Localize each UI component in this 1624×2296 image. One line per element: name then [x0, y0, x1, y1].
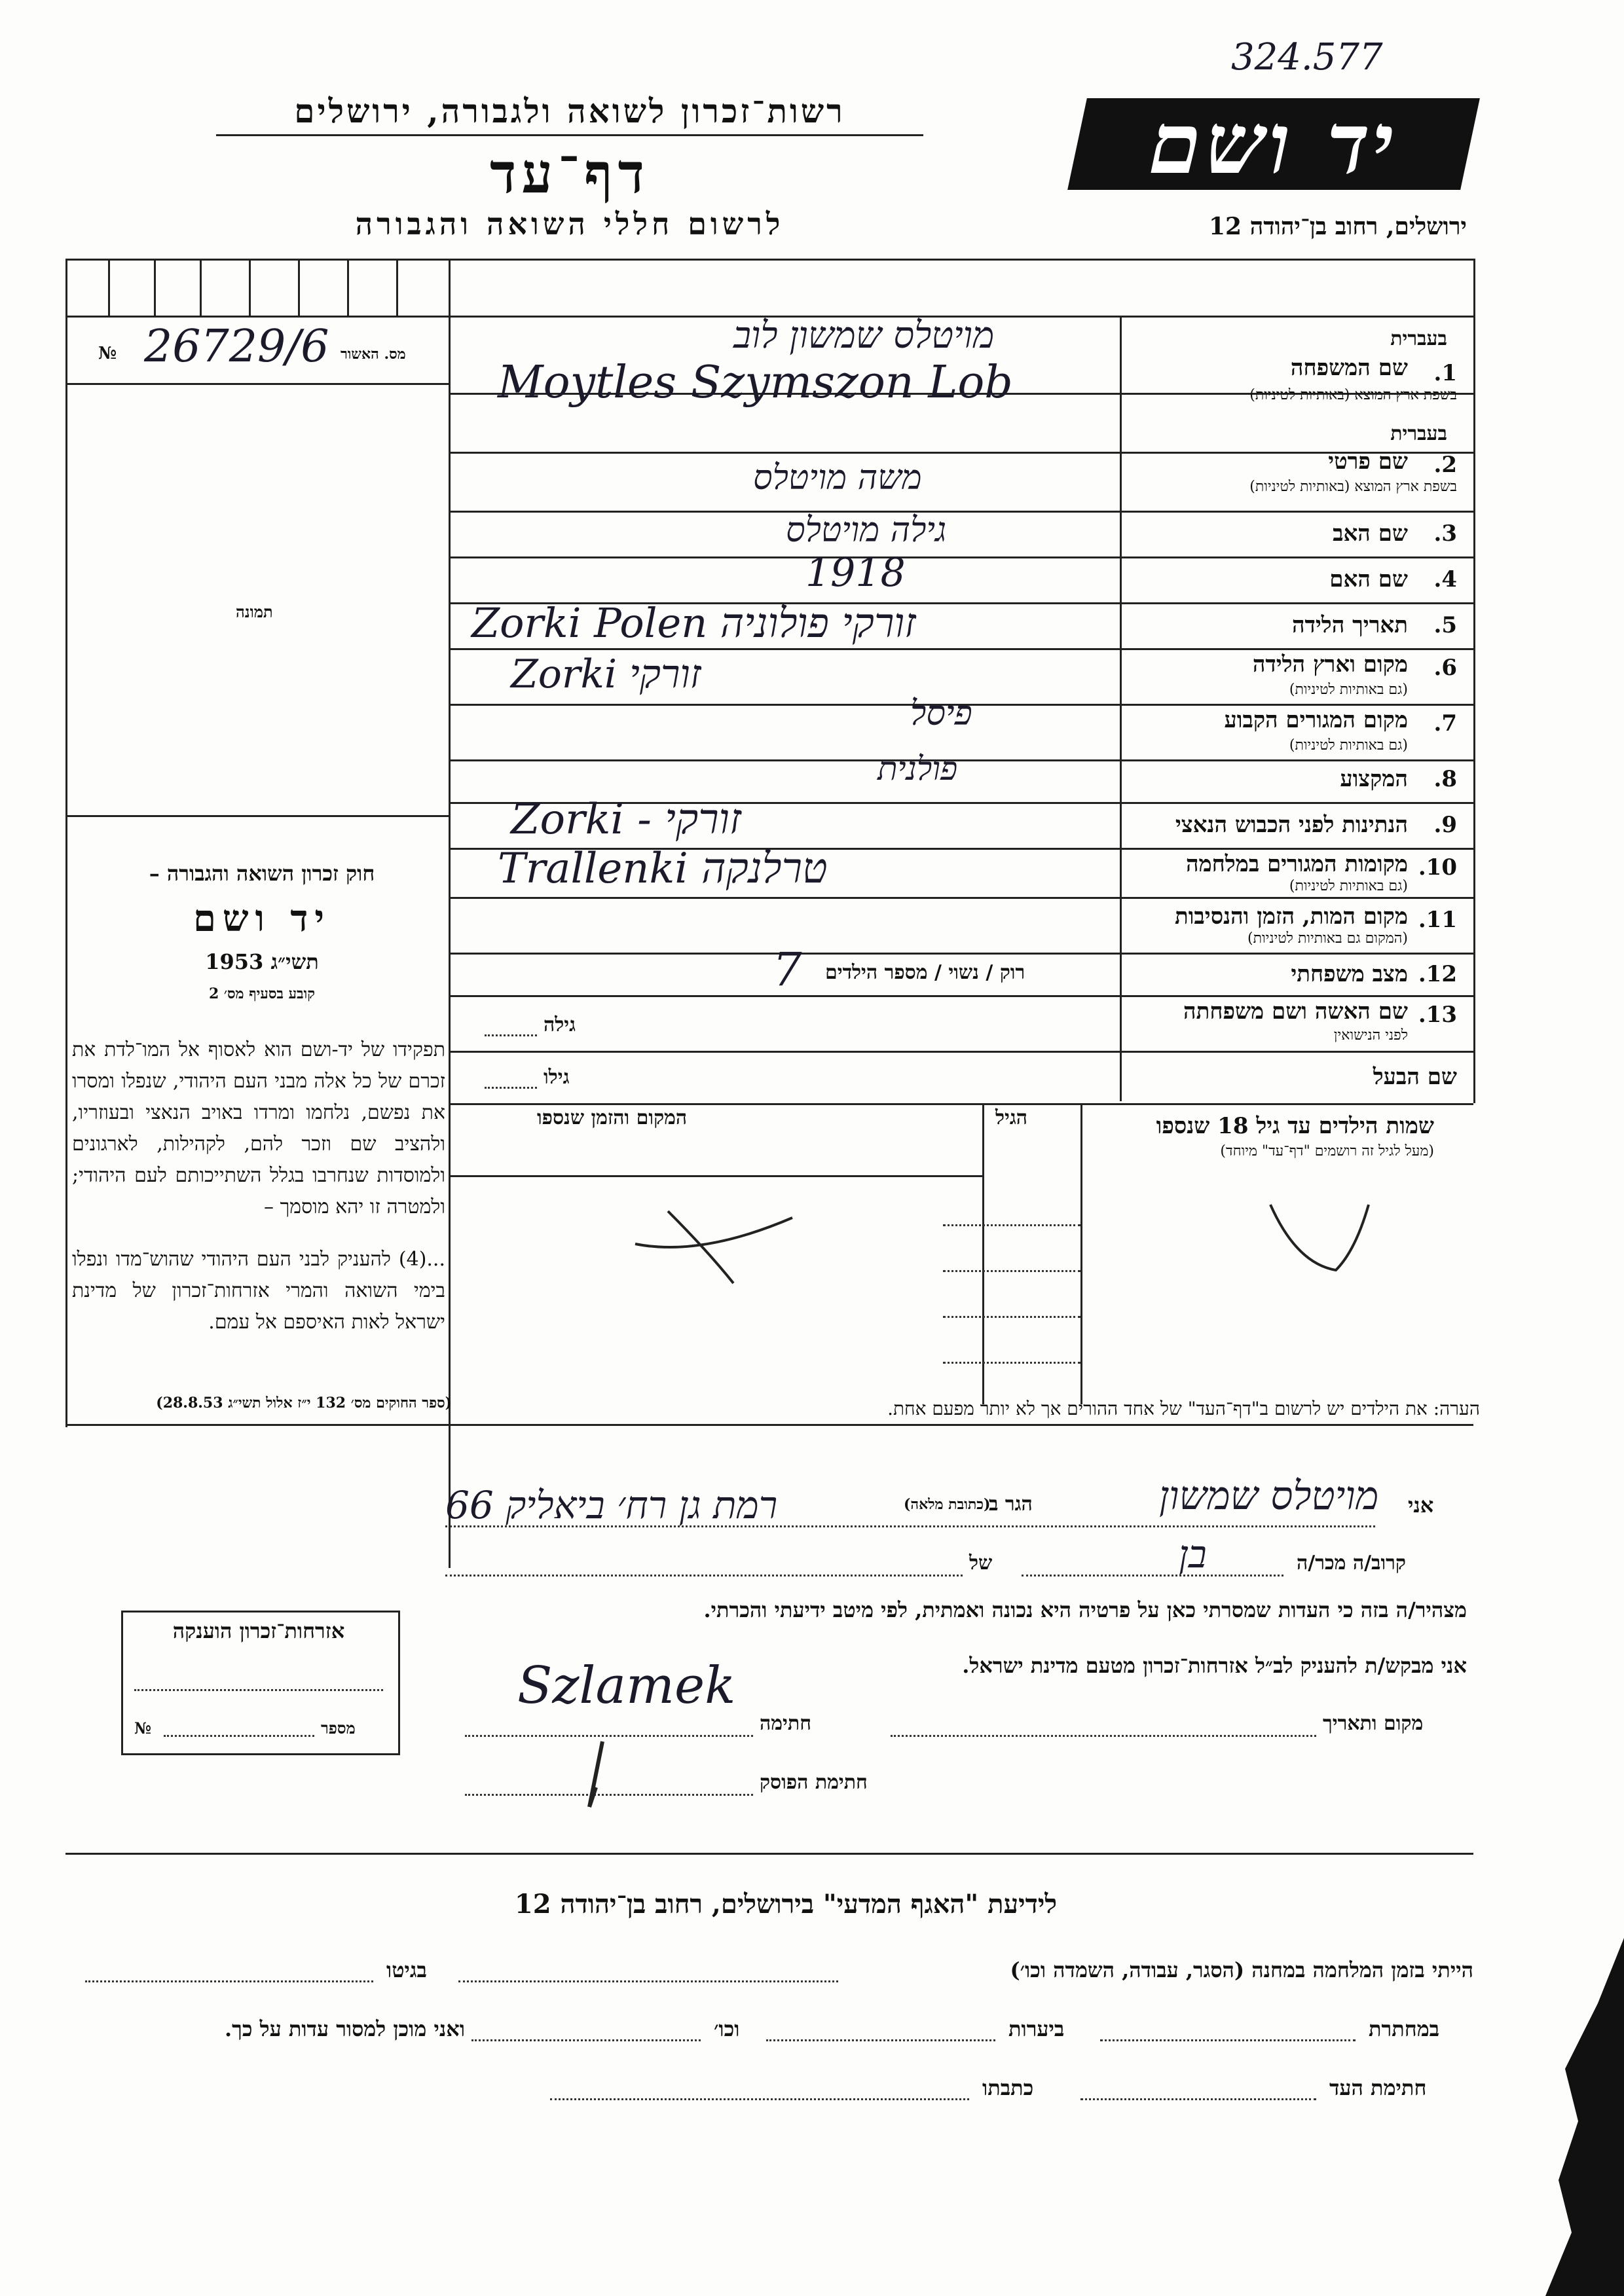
field-7-sub: (גם באותיות לטיניות)	[1289, 737, 1408, 754]
children-names-crossout	[1257, 1192, 1388, 1283]
table-right-edge	[1473, 259, 1475, 1103]
field-10-label: מקומות המגורים במלחמה	[1185, 851, 1408, 877]
field-11-number: 11.	[1418, 907, 1457, 933]
field-6-sub: (גם באותיות לטיניות)	[1289, 682, 1408, 698]
field-2-value: משה מויטלס	[753, 458, 922, 498]
children-crossout	[622, 1198, 819, 1290]
field-5-number: 5.	[1433, 612, 1457, 638]
official-signature-label: חתימת הפוסק	[760, 1771, 868, 1794]
citizenship-number-line	[164, 1735, 314, 1737]
field-4-value: 1918	[805, 550, 906, 596]
strip-tick	[347, 259, 349, 316]
field-2-hebrew-hint: בעברית	[1390, 422, 1447, 445]
archive-reference-number: 324.577	[1231, 36, 1383, 79]
children-age-header: הגיל	[995, 1106, 1028, 1129]
footer-address-label: כתבתו	[982, 2075, 1034, 2100]
strip-tick	[396, 259, 398, 316]
footer-address-line	[550, 2098, 969, 2100]
label-column-divider	[1120, 316, 1122, 1101]
field-13-label: שם האשה ושם משפחתה	[1183, 998, 1408, 1025]
header-rule	[216, 134, 923, 136]
table-top	[65, 259, 1473, 261]
husband-age-label: גילו	[544, 1066, 570, 1089]
law-name: יד ושם	[193, 897, 331, 940]
field-8-number: 8.	[1433, 766, 1457, 792]
husband-age-line	[485, 1087, 537, 1089]
field-1-label: שם המשפחה	[1290, 355, 1408, 381]
place-date-label: מקום ותאריך	[1323, 1712, 1424, 1735]
children-names-divider	[1080, 1103, 1082, 1404]
photo-box-bottom	[65, 815, 449, 817]
field-12-number: 12.	[1418, 961, 1457, 987]
field-1-hebrew-hint: בעברית	[1390, 327, 1447, 350]
footer-title: לידיעת "האגף המדעי" בירושלים, רחוב בן־יהודה 12	[514, 1889, 1058, 1920]
declaration-text: מצהיר/ה בזה כי העדות שמסרתי כאן על פרטיה היא נכונה ואמתית, לפי מיטב ידיעתי והכרתי.	[703, 1597, 1467, 1622]
citizenship-no-mark: №	[134, 1719, 152, 1738]
law-text-part1: תפקידו של יד-ושם הוא לאסוף אל המו־לדת את זכרם של כל אלה מבני העם היהודי, שנפלו ומסרו את נפשם, נלחמו ומרדו באויב הנאצי ובעוזריו, ולהציב שם וזכר להם, לקהילות, לארגונים ולמוסדות שנחרבו בגלל השתייכותם לעם היהודי; ולמטרה זו יהא מוסמך –	[72, 1038, 445, 1218]
memorial-citizenship-title: אזרחות־זכרון הוענקה	[172, 1618, 345, 1643]
field-9-number: 9.	[1433, 812, 1457, 838]
row-rule	[449, 556, 1473, 558]
wife-age-label: גילה	[544, 1013, 576, 1036]
witness-signature: Szlamek	[517, 1656, 736, 1715]
children-header-rule	[449, 1175, 982, 1177]
field-1-value-hebrew: מויטלס שמשון לוב	[733, 314, 995, 357]
footer-ghetto-label: בגיטו	[386, 1958, 427, 1982]
footer-camp-line	[458, 1980, 838, 1982]
row-rule	[449, 897, 1473, 899]
field-3-label: שם האב	[1333, 520, 1408, 547]
citizenship-line	[134, 1689, 383, 1691]
field-12-children-count: 7	[773, 943, 802, 996]
of-label: של	[969, 1552, 993, 1575]
field-10-value: Trallenki טרלנקה	[498, 845, 828, 893]
address: ירושלים, רחוב בן־יהודה 12	[1208, 213, 1467, 240]
relative-label: קרוב/ה מכר/ה	[1297, 1552, 1406, 1575]
left-column-divider	[449, 259, 451, 1568]
footer-willing-text: ואני מוכן למסור עדות על כך.	[224, 2016, 465, 2041]
witness-address-hint: (כתובת מלאה)	[904, 1496, 991, 1513]
field-6-number: 6.	[1433, 655, 1457, 681]
torn-page-corner	[1467, 1840, 1624, 2296]
field-4-number: 4.	[1433, 566, 1457, 592]
strip-tick	[108, 259, 110, 316]
field-9-value: Zorki - זורקי	[511, 795, 741, 844]
footer-top-rule	[65, 1853, 1473, 1855]
footer-camp-label: הייתי בזמן המלחמה במחנה (הסגר, עבודה, השמדה וכו׳)	[1010, 1958, 1473, 1982]
field-5-label: תאריך הלידה	[1291, 612, 1408, 638]
children-age-divider	[982, 1103, 984, 1404]
note-top-rule	[65, 1424, 1473, 1426]
children-row-line	[943, 1270, 1080, 1272]
children-names-header: שמות הילדים עד גיל 18 שנספו	[1156, 1113, 1434, 1139]
husband-name-label: שם הבעל	[1373, 1064, 1457, 1090]
yad-vashem-logo: יד ושם	[1067, 98, 1480, 190]
field-10-sub: (גם באותיות לטיניות)	[1289, 878, 1408, 894]
form-title: דף־עד	[489, 141, 650, 206]
signature-label: חתימה	[760, 1712, 811, 1735]
children-row-line	[943, 1316, 1080, 1318]
request-text: אני מבקש/ת להעניק לב״ל אזרחות־זכרון מטעם מדינת ישראל.	[962, 1653, 1467, 1678]
row-rule	[449, 452, 1473, 454]
row-rule	[449, 953, 1473, 955]
photo-placeholder-label: תמונה	[236, 602, 273, 621]
field-7-label: מקום המגורים הקבוע	[1224, 707, 1408, 733]
field-2-sub: בשפת ארץ המוצא (באותיות לטיניות)	[1249, 479, 1457, 495]
law-source: (ספר החוקים מס׳ 132 י״ז אלול תשי״ג 28.8.53)	[156, 1394, 452, 1412]
field-12-options: רוק / נשוי / מספר הילדים	[825, 961, 1025, 984]
footer-ghetto-line	[85, 1980, 373, 1982]
children-place-header: המקום והזמן שנספו	[537, 1106, 688, 1129]
row-rule	[449, 995, 1473, 997]
row-rule	[449, 511, 1473, 513]
field-6-value: Zorki זורקי	[511, 651, 701, 697]
approval-no-mark: №	[98, 344, 117, 363]
row-rule	[449, 759, 1473, 761]
citizenship-number-label: מספר	[321, 1719, 356, 1738]
strip-tick	[298, 259, 300, 316]
row-rule	[449, 1051, 1473, 1053]
field-5-value: Zorki Polen זורקי פולוניה	[471, 599, 916, 647]
field-7-value: פיסל	[910, 694, 972, 733]
field-2-number: 2.	[1433, 452, 1457, 478]
witness-name: מויטלס שמשון	[1159, 1473, 1379, 1519]
strip-tick	[200, 259, 202, 316]
footer-forests-label: ביערות	[1008, 2016, 1065, 2041]
field-12-label: מצב משפחתי	[1291, 961, 1408, 987]
wife-age-line	[485, 1034, 537, 1036]
approval-rule	[65, 383, 449, 385]
relative-line	[1022, 1575, 1283, 1576]
approval-number: 26729/6	[144, 321, 329, 373]
law-year: תשי״ג 1953	[205, 949, 319, 974]
strip-tick	[154, 259, 156, 316]
children-row-line	[943, 1362, 1080, 1364]
place-date-line	[891, 1735, 1316, 1737]
law-text-part2: ...(4) להעניק לבני העם היהודי שהוש־מדו ונפלו בימי השואה והמרי אזרחות־זכרון של מדינת ישראל לאות האיספם אל עמם.	[72, 1248, 445, 1334]
children-registration-note: הערה: את הילדים יש לרשום ב"דף־העד" של אחד ההורים אך לא יותר מפעם אחת.	[887, 1398, 1480, 1419]
footer-underground-label: במחתרת	[1369, 2016, 1440, 2041]
of-line	[445, 1575, 963, 1576]
field-11-label: מקום המות, הזמן והנסיבות	[1174, 903, 1408, 930]
children-names-sub: (מעל לגיל זה רושמים "דף־עד" מיוחד)	[1220, 1143, 1434, 1159]
footer-etc-label: וכו׳	[714, 2016, 740, 2041]
witness-address: רמת גן רח׳ ביאליק 66	[445, 1483, 778, 1527]
children-row-line	[943, 1224, 1080, 1226]
witness-address-line	[445, 1525, 1375, 1527]
footer-witness-signature-label: חתימת העד	[1329, 2075, 1427, 2100]
field-13-number: 13.	[1418, 1002, 1457, 1028]
field-3-number: 3.	[1433, 520, 1457, 547]
relative-value: בן	[1179, 1532, 1207, 1576]
field-1-number: 1.	[1433, 360, 1457, 386]
footer-witness-signature-line	[1080, 2098, 1316, 2100]
field-11-sub: (המקום גם באותיות לטיניות)	[1247, 930, 1408, 947]
field-1-sub: בשפת ארץ המוצא (באותיות לטיניות)	[1249, 387, 1457, 403]
field-3-value: גילה מויטלס	[786, 511, 947, 550]
form-subtitle: לרשום חללי השואה והגבורה	[355, 206, 784, 242]
witness-lives-label: הגר ב	[989, 1493, 1033, 1516]
footer-forests-line	[766, 2039, 995, 2041]
children-top	[449, 1103, 1473, 1105]
strip-tick	[249, 259, 251, 316]
field-1-value-latin: Moytles Szymszon Lob	[498, 357, 1013, 409]
law-title: חוק זכרון השואה והגבורה –	[149, 861, 375, 886]
table-left-edge	[65, 259, 67, 1427]
footer-etc-line	[471, 2039, 701, 2041]
approval-label: מס. האשור	[341, 346, 406, 363]
field-6-label: מקום וארץ הלידה	[1252, 651, 1408, 678]
footer-underground-line	[1100, 2039, 1356, 2041]
official-initial-mark	[563, 1735, 629, 1813]
witness-i-label: אני	[1408, 1493, 1434, 1518]
field-7-number: 7.	[1433, 710, 1457, 737]
row-rule	[449, 648, 1473, 650]
law-clause: קובע בסעיף מס׳ 2	[208, 985, 316, 1002]
field-9-label: הנתינות לפני הכבוש הנאצי	[1175, 812, 1408, 838]
field-13-sub: לפני הנישואין	[1333, 1027, 1408, 1044]
authority-name: רשות־זכרון לשואה ולגבורה, ירושלים	[294, 92, 845, 130]
field-10-number: 10.	[1418, 854, 1457, 881]
field-4-label: שם האם	[1329, 566, 1408, 592]
field-8-label: המקצוע	[1340, 766, 1408, 792]
field-8-value: פולנית	[877, 750, 958, 788]
field-2-label: שם פרטי	[1328, 448, 1408, 475]
